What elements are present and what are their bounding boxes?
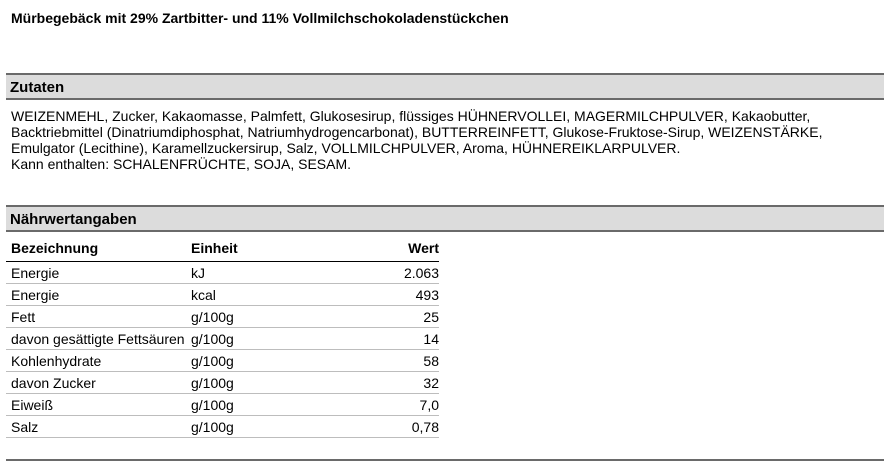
column-header-spacer	[439, 238, 884, 262]
nutrient-unit: kcal	[186, 284, 331, 306]
table-row	[6, 350, 884, 372]
nutrient-name: Kohlenhydrate	[6, 350, 186, 372]
table-row	[6, 306, 884, 328]
nutrient-name: Fett	[6, 306, 186, 328]
bottom-divider	[6, 459, 884, 461]
nutrient-unit: g/100g	[186, 394, 331, 416]
allergen-note: Kann enthalten: SCHALENFRÜCHTE, SOJA, SESAM.	[11, 156, 352, 172]
nutrient-name: Salz	[6, 416, 186, 438]
nutrient-value: 14	[331, 328, 439, 350]
ingredients-block	[11, 108, 883, 172]
table-row	[6, 262, 884, 284]
ingredients-heading: Zutaten	[10, 79, 65, 96]
nutrient-name: Eiweiß	[6, 394, 186, 416]
nutrition-section-header	[6, 205, 884, 232]
nutrition-header-row	[6, 238, 884, 262]
nutrient-unit: kJ	[186, 262, 331, 284]
column-header-name: Bezeichnung	[6, 238, 186, 262]
nutrient-name: Energie	[6, 262, 186, 284]
nutrient-value: 0,78	[331, 416, 439, 438]
nutrient-value: 25	[331, 306, 439, 328]
table-row	[6, 394, 884, 416]
nutrient-unit: g/100g	[186, 416, 331, 438]
nutrition-heading: Nährwertangaben	[10, 211, 137, 228]
nutrient-unit: g/100g	[186, 328, 331, 350]
nutrient-name: Energie	[6, 284, 186, 306]
column-header-unit: Einheit	[186, 238, 331, 262]
nutrient-unit: g/100g	[186, 372, 331, 394]
table-row	[6, 284, 884, 306]
table-row	[6, 416, 884, 438]
product-title: Mürbegebäck mit 29% Zartbitter- und 11% Vollmilchschokoladenstückchen	[11, 10, 509, 26]
nutrient-value: 2.063	[331, 262, 439, 284]
table-row	[6, 372, 884, 394]
nutrient-name: davon Zucker	[6, 372, 186, 394]
column-header-value: Wert	[331, 238, 439, 262]
nutrient-value: 7,0	[331, 394, 439, 416]
nutrient-unit: g/100g	[186, 350, 331, 372]
nutrient-value: 58	[331, 350, 439, 372]
nutrient-name: davon gesättigte Fettsäuren	[6, 328, 186, 350]
table-row	[6, 328, 884, 350]
nutrient-value: 493	[331, 284, 439, 306]
nutrient-value: 32	[331, 372, 439, 394]
nutrient-unit: g/100g	[186, 306, 331, 328]
ingredients-section-header	[6, 73, 884, 100]
ingredients-list: WEIZENMEHL, Zucker, Kakaomasse, Palmfett, Glukosesirup, flüssiges HÜHNERVOLLEI, MAGERMILCHPULVER, Kakaobutter, Backtriebmittel (Dinatriumdiphosphat, Natriumhydrogencarbonat), BUTTERREINFETT, Glukose-Fruktose-Sirup, WEIZENSTÄRKE, Emulgator (Lecithine), Karamellzuckersirup, Salz, VOLLMILCHPULVER, Aroma, HÜHNEREIKLARPULVER.	[11, 108, 823, 156]
nutrition-table	[6, 238, 884, 438]
